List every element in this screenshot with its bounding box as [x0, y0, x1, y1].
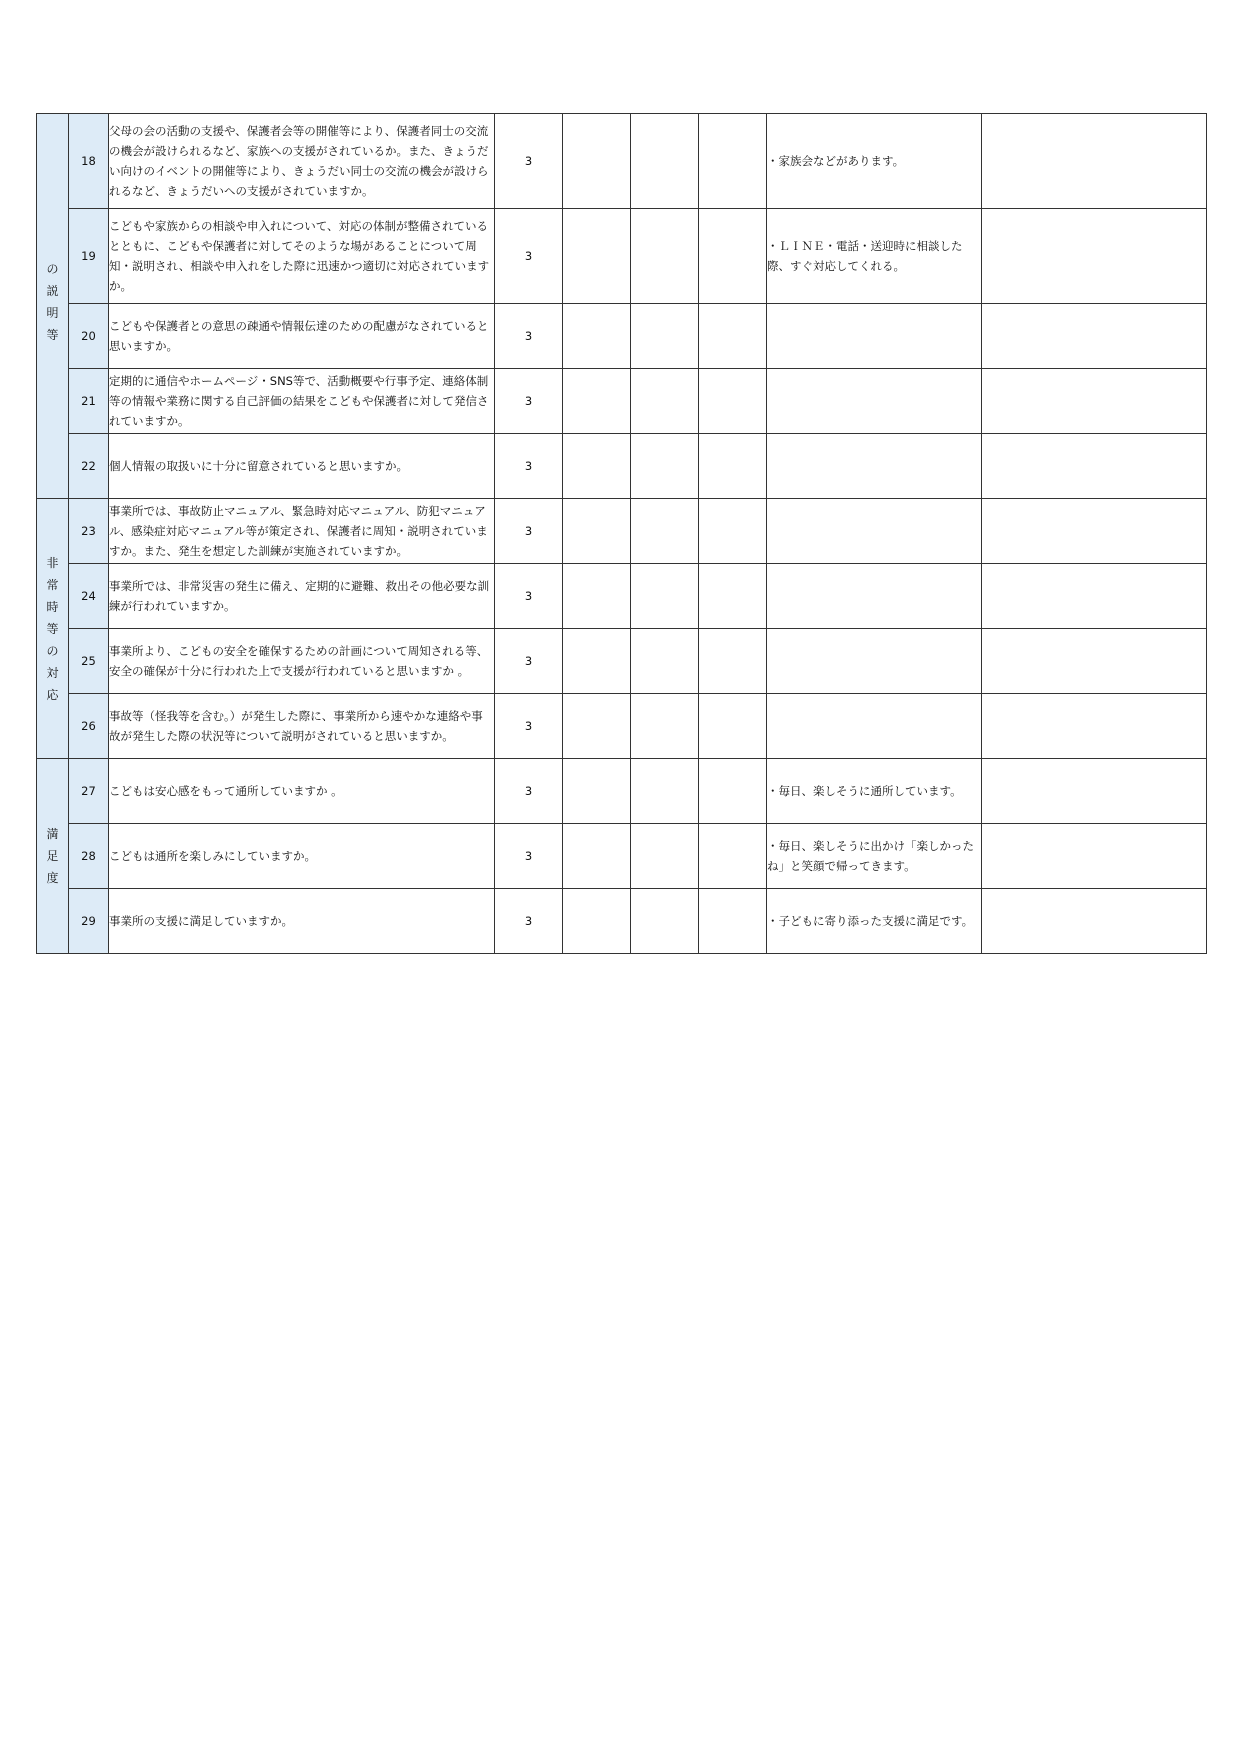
empty-cell: [982, 564, 1207, 629]
score-cell: 3: [495, 694, 563, 759]
table-row: [37, 369, 1207, 434]
category-label: の説明等: [46, 261, 59, 342]
category-label: 満足度: [46, 827, 59, 885]
score-cell: 3: [495, 499, 563, 564]
question-text: 事故等（怪我等を含む。）が発生した際に、事業所から速やかな連絡や事故が発生した際の状況等について説明がされていると思いますか。: [109, 694, 495, 759]
empty-cell: [982, 889, 1207, 954]
row-number: 18: [69, 114, 109, 209]
table-row: [37, 759, 1207, 824]
row-number: 21: [69, 369, 109, 434]
table-row: [37, 434, 1207, 499]
empty-cell: [699, 824, 767, 889]
table-row: [37, 209, 1207, 304]
empty-cell: [699, 209, 767, 304]
comment-cell: ・毎日、楽しそうに出かけ「楽しかったね」と笑顔で帰ってきます。: [767, 824, 982, 889]
empty-cell: [982, 434, 1207, 499]
category-label: 非常時等の対応: [46, 555, 59, 702]
row-number: 19: [69, 209, 109, 304]
row-number: 28: [69, 824, 109, 889]
empty-cell: [982, 369, 1207, 434]
score-cell: 3: [495, 889, 563, 954]
comment-cell: ・家族会などがあります。: [767, 114, 982, 209]
comment-cell: ・子どもに寄り添った支援に満足です。: [767, 889, 982, 954]
empty-cell: [563, 369, 631, 434]
empty-cell: [563, 499, 631, 564]
row-number: 27: [69, 759, 109, 824]
row-number: 20: [69, 304, 109, 369]
empty-cell: [631, 369, 699, 434]
empty-cell: [631, 499, 699, 564]
empty-cell: [699, 694, 767, 759]
comment-cell: [767, 499, 982, 564]
table-row: [37, 694, 1207, 759]
score-cell: 3: [495, 759, 563, 824]
question-text: 事業所では、非常災害の発生に備え、定期的に避難、救出その他必要な訓練が行われていますか。: [109, 564, 495, 629]
empty-cell: [699, 434, 767, 499]
question-text: こどもは通所を楽しみにしていますか。: [109, 824, 495, 889]
empty-cell: [699, 629, 767, 694]
table-row: [37, 564, 1207, 629]
row-number: 26: [69, 694, 109, 759]
row-number: 22: [69, 434, 109, 499]
empty-cell: [982, 824, 1207, 889]
comment-cell: [767, 369, 982, 434]
empty-cell: [699, 564, 767, 629]
empty-cell: [699, 114, 767, 209]
empty-cell: [563, 694, 631, 759]
empty-cell: [563, 564, 631, 629]
empty-cell: [982, 694, 1207, 759]
row-number: 23: [69, 499, 109, 564]
empty-cell: [699, 369, 767, 434]
score-cell: 3: [495, 629, 563, 694]
category-cell-explanation: [37, 114, 69, 499]
empty-cell: [699, 304, 767, 369]
question-text: 父母の会の活動の支援や、保護者会等の開催等により、保護者同士の交流の機会が設けられるなど、家族への支援がされているか。また、きょうだい向けのイベントの開催等により、きょうだい同士の交流の機会が設けられるなど、きょうだいへの支援がされていますか。: [109, 114, 495, 209]
comment-cell: ・ＬＩＮＥ・電話・送迎時に相談した際、すぐ対応してくれる。: [767, 209, 982, 304]
empty-cell: [563, 824, 631, 889]
empty-cell: [563, 304, 631, 369]
row-number: 25: [69, 629, 109, 694]
empty-cell: [982, 114, 1207, 209]
question-text: こどもや家族からの相談や申入れについて、対応の体制が整備されているとともに、こどもや保護者に対してそのような場があることについて周知・説明され、相談や申入れをした際に迅速かつ適切に対応されていますか。: [109, 209, 495, 304]
score-cell: 3: [495, 564, 563, 629]
comment-cell: [767, 629, 982, 694]
empty-cell: [699, 889, 767, 954]
empty-cell: [631, 824, 699, 889]
empty-cell: [982, 629, 1207, 694]
score-cell: 3: [495, 209, 563, 304]
empty-cell: [982, 759, 1207, 824]
table-row: [37, 499, 1207, 564]
row-number: 24: [69, 564, 109, 629]
question-text: 事業所では、事故防止マニュアル、緊急時対応マニュアル、防犯マニュアル、感染症対応マニュアル等が策定され、保護者に周知・説明されていますか。また、発生を想定した訓練が実施されていますか。: [109, 499, 495, 564]
comment-cell: [767, 694, 982, 759]
empty-cell: [563, 114, 631, 209]
category-cell-satisfaction: [37, 759, 69, 954]
empty-cell: [982, 304, 1207, 369]
score-cell: 3: [495, 369, 563, 434]
empty-cell: [631, 304, 699, 369]
question-text: 事業所の支援に満足していますか。: [109, 889, 495, 954]
score-cell: 3: [495, 304, 563, 369]
empty-cell: [699, 759, 767, 824]
comment-cell: [767, 564, 982, 629]
empty-cell: [982, 499, 1207, 564]
empty-cell: [631, 889, 699, 954]
table-row: [37, 629, 1207, 694]
table-row: [37, 114, 1207, 209]
row-number: 29: [69, 889, 109, 954]
question-text: 定期的に通信やホームページ・SNS等で、活動概要や行事予定、連絡体制等の情報や業務に関する自己評価の結果をこどもや保護者に対して発信されていますか。: [109, 369, 495, 434]
comment-cell: [767, 434, 982, 499]
score-cell: 3: [495, 434, 563, 499]
empty-cell: [563, 629, 631, 694]
empty-cell: [982, 209, 1207, 304]
empty-cell: [631, 114, 699, 209]
question-text: こどもや保護者との意思の疎通や情報伝達のための配慮がなされていると思いますか。: [109, 304, 495, 369]
comment-cell: ・毎日、楽しそうに通所しています。: [767, 759, 982, 824]
score-cell: 3: [495, 824, 563, 889]
evaluation-table: [36, 113, 1207, 954]
comment-cell: [767, 304, 982, 369]
empty-cell: [631, 434, 699, 499]
empty-cell: [631, 694, 699, 759]
question-text: こどもは安心感をもって通所していますか 。: [109, 759, 495, 824]
category-cell-emergency: [37, 499, 69, 759]
empty-cell: [563, 434, 631, 499]
empty-cell: [631, 759, 699, 824]
empty-cell: [563, 759, 631, 824]
table-row: [37, 889, 1207, 954]
empty-cell: [563, 209, 631, 304]
empty-cell: [699, 499, 767, 564]
table-row: [37, 304, 1207, 369]
empty-cell: [631, 629, 699, 694]
empty-cell: [631, 209, 699, 304]
question-text: 事業所より、こどもの安全を確保するための計画について周知される等、安全の確保が十分に行われた上で支援が行われていると思いますか 。: [109, 629, 495, 694]
table-row: [37, 824, 1207, 889]
score-cell: 3: [495, 114, 563, 209]
empty-cell: [631, 564, 699, 629]
question-text: 個人情報の取扱いに十分に留意されていると思いますか。: [109, 434, 495, 499]
empty-cell: [563, 889, 631, 954]
